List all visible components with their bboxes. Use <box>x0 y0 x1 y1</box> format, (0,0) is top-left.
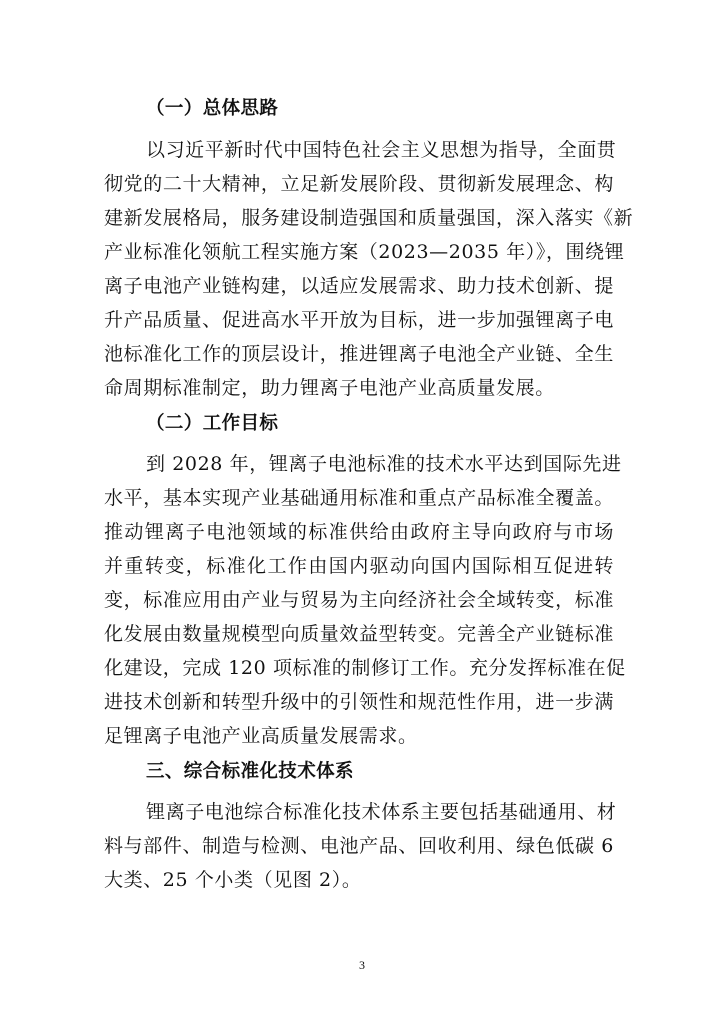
paragraph-line: 命周期标准制定，助力锂离子电池产业高质量发展。 <box>104 377 555 399</box>
paragraph-line: 池标准化工作的顶层设计，推进锂离子电池全产业链、全生 <box>104 343 614 365</box>
paragraph-line: 大类、25 个小类（见图 2）。 <box>104 869 362 891</box>
section-heading-overall-approach: （一）总体思路 <box>146 98 279 119</box>
paragraph-line: 建新发展格局，服务建设制造强国和质量强国，深入落实《新 <box>104 207 634 229</box>
paragraph-line: 推动锂离子电池领域的标准供给由政府主导向政府与市场 <box>104 521 614 543</box>
paragraph-line: 并重转变，标准化工作由国内驱动向国内国际相互促进转 <box>104 555 614 577</box>
paragraph-line: 水平，基本实现产业基础通用标准和重点产品标准全覆盖。 <box>104 487 614 509</box>
page-number: 3 <box>359 958 365 972</box>
paragraph-line: 化发展由数量规模型向质量效益型转变。完善全产业链标准 <box>104 623 614 645</box>
paragraph-line: 彻党的二十大精神，立足新发展阶段、贯彻新发展理念、构 <box>104 173 614 195</box>
paragraph-line: 锂离子电池综合标准化技术体系主要包括基础通用、材 <box>146 801 617 823</box>
section-heading-work-goals: （二）工作目标 <box>146 413 279 434</box>
paragraph-line: 升产品质量、促进高水平开放为目标，进一步加强锂离子电 <box>104 309 614 331</box>
paragraph-line: 进技术创新和转型升级中的引领性和规范性作用，进一步满 <box>104 691 614 713</box>
paragraph-line: 料与部件、制造与检测、电池产品、回收利用、绿色低碳 6 <box>104 835 614 857</box>
paragraph-line: 到 2028 年，锂离子电池标准的技术水平达到国际先进 <box>146 453 622 475</box>
section-heading-technical-system: 三、综合标准化技术体系 <box>146 761 354 782</box>
paragraph-line: 化建设，完成 120 项标准的制修订工作。充分发挥标准在促 <box>104 657 626 679</box>
paragraph-line: 离子电池产业链构建，以适应发展需求、助力技术创新、提 <box>104 275 614 297</box>
paragraph-line: 足锂离子电池产业高质量发展需求。 <box>104 725 418 747</box>
paragraph-line: 以习近平新时代中国特色社会主义思想为指导，全面贯 <box>146 139 617 161</box>
paragraph-line: 变，标准应用由产业与贸易为主向经济社会全域转变，标准 <box>104 589 614 611</box>
paragraph-line: 产业标准化领航工程实施方案（2023—2035 年）》，围绕锂 <box>104 241 625 263</box>
